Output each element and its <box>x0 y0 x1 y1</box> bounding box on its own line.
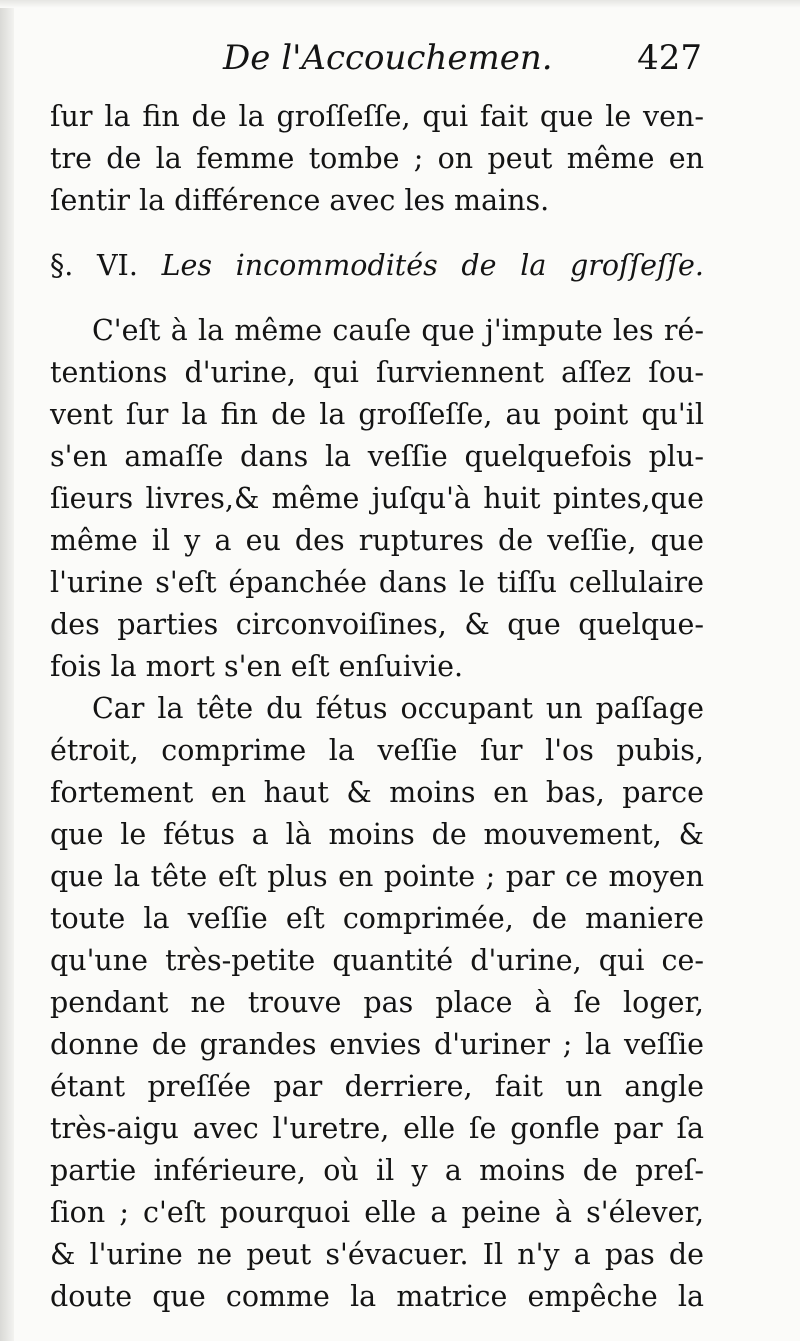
text-line: ſur la fin de la groſſeſſe, qui fait que le ven- <box>50 100 704 133</box>
spacer <box>50 287 704 310</box>
text-line: s'en amaſſe dans la veſſie quelquefois plu- <box>50 440 704 473</box>
continuation-paragraph <box>50 96 704 222</box>
text-line: pendant ne trouve pas place à ſe loger, <box>50 986 704 1019</box>
text-line: fortement en haut & moins en bas, parce <box>50 776 704 809</box>
text-line: que le fétus a là moins de mouvement, & <box>50 818 704 851</box>
paragraph <box>50 688 704 1318</box>
text-line: doute que comme la matrice empêche la <box>50 1280 704 1313</box>
paragraph <box>50 310 704 688</box>
page-edge-shadow <box>0 0 14 1341</box>
text-line: toute la veſſie eſt comprimée, de maniere <box>50 902 704 935</box>
text-line: tentions d'urine, qui ſurviennent aſſez ſou- <box>50 356 704 389</box>
text-line: tre de la femme tombe ; on peut même en <box>50 142 704 175</box>
text-line: donne de grandes envies d'uriner ; la veſſie <box>50 1028 704 1061</box>
spacer <box>50 222 704 245</box>
text-line: fois la mort s'en eſt enſuivie. <box>50 650 464 683</box>
page-header <box>55 38 702 90</box>
text-line: Car la tête du fétus occupant un paſſage <box>92 692 704 725</box>
text-line: que la tête eſt plus en pointe ; par ce moyen <box>50 860 704 893</box>
text-line: partie inférieure, où il y a moins de preſ- <box>50 1154 704 1187</box>
text-line: ſentir la différence avec les mains. <box>50 184 550 217</box>
page-body <box>50 96 704 1318</box>
text-line: & l'urine ne peut s'évacuer. Il n'y a pas de <box>50 1238 704 1271</box>
page-number: 427 <box>637 38 702 78</box>
text-line: l'urine s'eſt épanchée dans le tiſſu cellulaire <box>50 566 704 599</box>
text-line: étroit, comprime la veſſie ſur l'os pubis, <box>50 734 704 767</box>
text-line: vent ſur la fin de la groſſeſſe, au point qu'il <box>50 398 704 431</box>
text-line: étant preſſée par derriere, fait un angle <box>50 1070 704 1103</box>
text-line: C'eſt à la même cauſe que j'impute les ré- <box>92 314 704 347</box>
text-line: des parties circonvoiſines, & que quelque- <box>50 608 704 641</box>
text-line: très-aigu avec l'uretre, elle ſe gonfle par ſa <box>50 1112 704 1145</box>
page-top-edge <box>0 0 800 8</box>
text-line: ſion ; c'eſt pourquoi elle a peine à s'élever, <box>50 1196 704 1229</box>
text-line: qu'une très-petite quantité d'urine, qui ce- <box>50 944 704 977</box>
running-title: De l'Accouchemen. <box>223 38 553 78</box>
text-line: même il y a eu des ruptures de veſſie, que <box>50 524 704 557</box>
section-title: Les incommodités de la groſſeſſe. <box>161 249 704 282</box>
section-mark: §. VI. <box>50 249 138 282</box>
text-line: ſieurs livres,& même juſqu'à huit pintes,que <box>50 482 704 515</box>
section-heading <box>50 245 704 287</box>
